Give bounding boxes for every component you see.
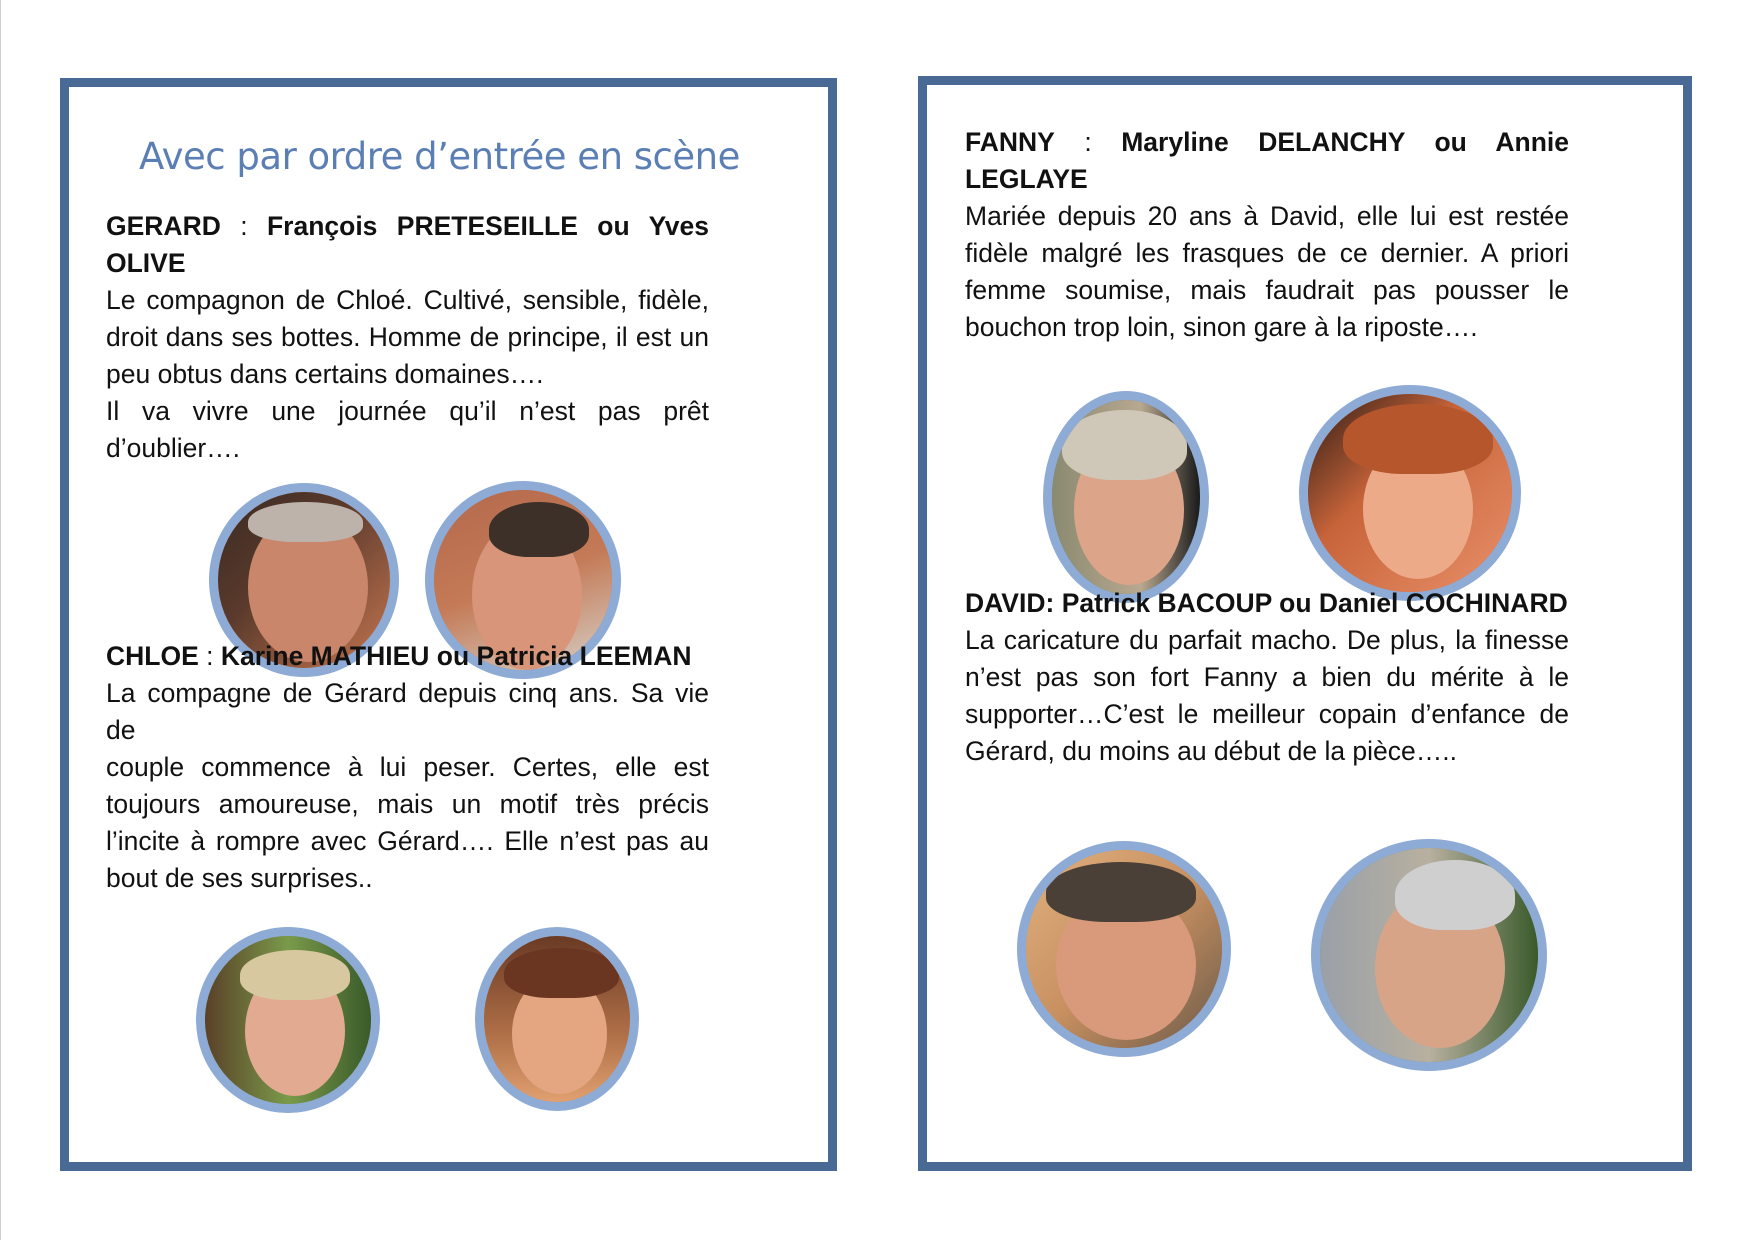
gerard-desc-line-1: Le compagnon de Chloé. Cultivé, sensible, fidèle,: [106, 285, 709, 315]
david-desc-line-4: Gérard, du moins au début de la pièce…..: [965, 736, 1458, 766]
character-david-role: DAVID:: [965, 588, 1055, 618]
character-gerard-separator: :: [220, 211, 267, 241]
character-fanny-actors-cont: LEGLAYE: [965, 164, 1088, 194]
chloe-desc-line-5: bout de ses surprises..: [106, 863, 373, 893]
character-gerard-header: [106, 208, 709, 245]
character-fanny-separator: :: [1054, 127, 1122, 157]
character-david-header: [965, 585, 1569, 622]
character-fanny-role: FANNY: [965, 127, 1055, 157]
chloe-desc-line-3: toujours amoureuse, mais un motif très précis: [106, 789, 709, 819]
character-chloe-actors: Karine MATHIEU ou Patricia LEEMAN: [220, 641, 692, 671]
photo-maryline-delanchy: [1043, 391, 1209, 603]
chloe-desc-line-4: l’incite à rompre avec Gérard…. Elle n’est pas au: [106, 826, 709, 856]
photo-annie-leglaye: [1299, 385, 1521, 601]
david-desc-line-2: n’est pas son fort Fanny a bien du mérite à le: [965, 662, 1569, 692]
character-chloe-role: CHLOE: [106, 641, 199, 671]
gerard-desc-line-5: d’oublier….: [106, 433, 241, 463]
character-david-separator: [1054, 588, 1061, 618]
character-chloe-header: [106, 638, 709, 675]
photo-patrick-bacoup: [1017, 841, 1231, 1057]
david-desc-line-3: supporter…C’est le meilleur copain d’enfance de: [965, 699, 1569, 729]
character-fanny-description: [965, 198, 1569, 346]
character-gerard-description: [106, 282, 709, 467]
fanny-desc-line-2: fidèle malgré les frasques de ce dernier. A priori: [965, 238, 1569, 268]
page-heading: Avec par ordre d’entrée en scène: [139, 135, 740, 178]
photo-daniel-cochinard: [1311, 839, 1547, 1071]
character-gerard-actors-cont: OLIVE: [106, 248, 186, 278]
character-david-actors: Patrick BACOUP ou Daniel COCHINARD: [1061, 588, 1568, 618]
character-chloe-separator: :: [198, 641, 221, 671]
photo-karine-mathieu: [196, 927, 380, 1113]
chloe-desc-line-1: La compagne de Gérard depuis cinq ans. Sa vie de: [106, 678, 709, 745]
character-chloe-description: [106, 675, 709, 897]
chloe-desc-line-2: couple commence à lui peser. Certes, elle est: [106, 752, 709, 782]
page-edge: [0, 0, 1, 1240]
character-fanny-actors: Maryline DELANCHY ou Annie: [1121, 127, 1570, 157]
character-david-description: [965, 622, 1569, 770]
character-david: [965, 585, 1569, 770]
gerard-desc-line-4: Il va vivre une journée qu’il n’est pas prêt: [106, 396, 709, 426]
character-gerard: [106, 208, 709, 467]
character-fanny: [965, 124, 1569, 346]
fanny-desc-line-1: Mariée depuis 20 ans à David, elle lui est restée: [965, 201, 1569, 231]
fanny-desc-line-3: femme soumise, mais faudrait pas pousser le: [965, 275, 1569, 305]
photo-patricia-leeman: [475, 927, 639, 1111]
gerard-desc-line-2: droit dans ses bottes. Homme de principe, il est un: [106, 322, 709, 352]
right-panel: [918, 76, 1692, 1171]
fanny-desc-line-4: bouchon trop loin, sinon gare à la riposte….: [965, 312, 1478, 342]
character-gerard-actors: François PRETESEILLE ou Yves: [266, 211, 709, 241]
gerard-desc-line-3: peu obtus dans certains domaines….: [106, 359, 544, 389]
david-desc-line-1: La caricature du parfait macho. De plus, la finesse: [965, 625, 1569, 655]
left-panel: [60, 78, 837, 1171]
character-chloe: [106, 638, 709, 897]
character-gerard-role: GERARD: [106, 211, 221, 241]
character-fanny-header: [965, 124, 1569, 161]
